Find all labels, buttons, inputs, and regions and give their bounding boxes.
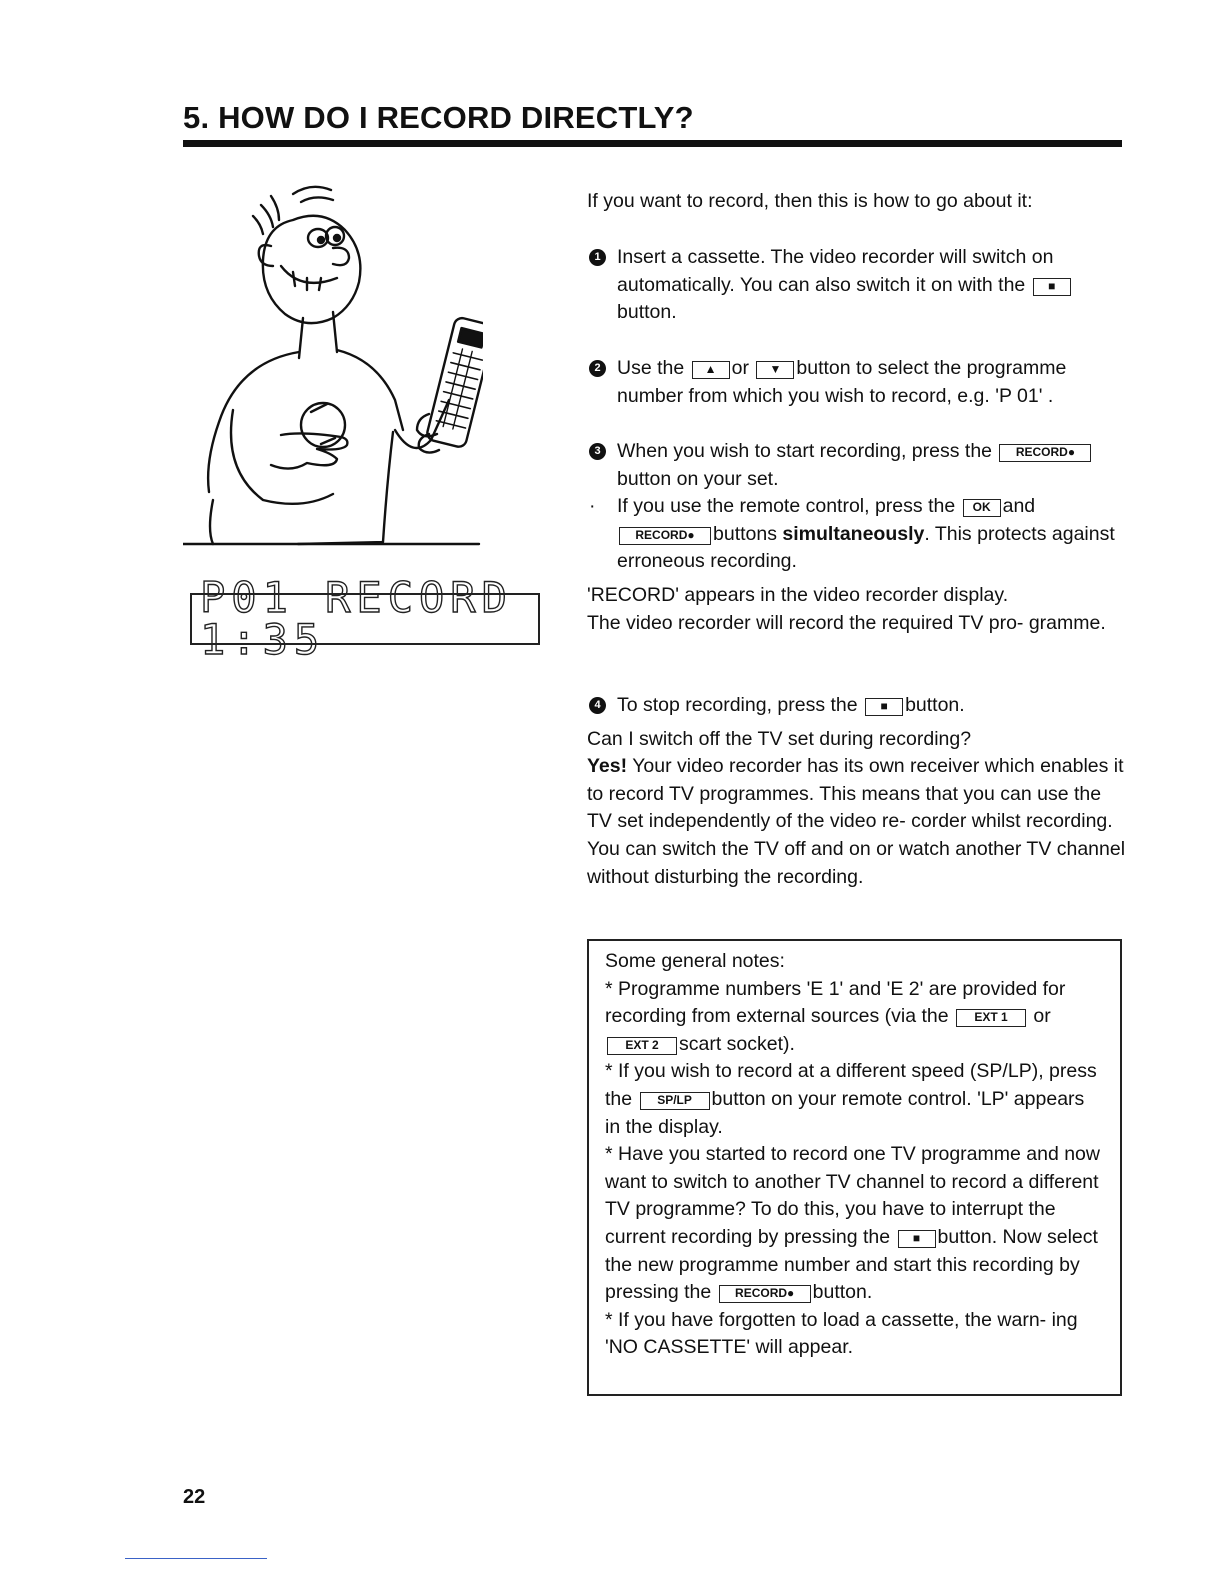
vcr-display-text: P01 RECORD 1:35: [200, 573, 513, 664]
bullet-dot: ·: [589, 495, 596, 518]
note-text: * Programme numbers 'E 1' and 'E 2' are provided for recording from external sources (via the: [605, 977, 1066, 1028]
up-key-icon: ▲: [692, 361, 730, 379]
step-number-icon: 4: [589, 697, 606, 714]
note-text: * Have you started to record one TV programme and now want to switch to another TV channel to record a different TV programme? To do this, you have to interrupt the current recording by pressing the: [605, 1143, 1100, 1248]
note-speed: [605, 1058, 1104, 1141]
note-text: * If you wish to record at a different speed (SP/LP), press the: [605, 1060, 1097, 1110]
step-4: [587, 692, 1127, 891]
record-key-icon: RECORD●: [719, 1285, 811, 1303]
down-key-icon: ▼: [756, 361, 794, 379]
splp-key-icon: SP/LP: [640, 1092, 710, 1110]
note-no-cassette: * If you have forgotten to load a cassette, the warn- ing 'NO CASSETTE' will appear.: [605, 1308, 1078, 1359]
stop-key-icon: ■: [865, 698, 903, 716]
note-text: button. Now select the new programme number and start this recording by pressing the: [605, 1225, 1098, 1304]
remote-note: [587, 493, 1127, 576]
step-number-icon: 1: [589, 249, 606, 266]
remote-note-text: If you use the remote control, press the: [617, 495, 956, 518]
qa-question: Can I switch off the TV set during recording?: [587, 727, 972, 750]
step-1: [587, 244, 1127, 327]
ext1-key-icon: EXT 1: [956, 1009, 1026, 1027]
step-text: Use the: [617, 357, 685, 379]
step-text: button.: [905, 694, 965, 716]
step-number-icon: 2: [589, 360, 606, 377]
note-text: or: [1033, 1005, 1051, 1028]
intro-block: [587, 188, 1127, 216]
step-text: button.: [617, 301, 677, 324]
intro-text: If you want to record, then this is how to go about it:: [587, 190, 1033, 212]
display-result-text: 'RECORD' appears in the video recorder display.: [587, 583, 1009, 606]
man-with-remote-illustration: [183, 180, 483, 550]
vcr-display: [190, 573, 540, 664]
record-key-icon: RECORD●: [619, 527, 711, 545]
step-text: When you wish to start recording, press the: [617, 440, 993, 462]
note-switch-channel: [605, 1141, 1104, 1307]
step-3: [587, 438, 1127, 637]
title-rule: [183, 140, 1122, 147]
page-number: 22: [183, 1486, 206, 1508]
note-text: scart socket).: [679, 1032, 795, 1055]
stop-key-icon: ■: [898, 1230, 936, 1248]
note-text: button.: [812, 1281, 873, 1304]
recording-result-text: The video recorder will record the required TV pro- gramme.: [587, 611, 1106, 634]
step-text: button on your set.: [617, 467, 779, 490]
notes-heading: Some general notes:: [605, 950, 785, 972]
step-text: To stop recording, press the: [617, 694, 858, 716]
page-title: 5. HOW DO I RECORD DIRECTLY?: [183, 100, 694, 135]
step-2: [587, 355, 1127, 410]
step-text: button to select the programme number from which you wish to record, e.g. 'P 01' .: [617, 357, 1067, 407]
qa-answer-bold: Yes!: [587, 755, 628, 778]
remote-note-text: and: [1002, 495, 1036, 518]
step-text: Insert a cassette. The video recorder will switch on automatically. You can also switch it on with the: [617, 246, 1054, 296]
qa-answer: [587, 753, 1127, 891]
record-key-icon: RECORD●: [999, 444, 1091, 462]
ok-key-icon: OK: [963, 499, 1001, 517]
step-number-icon: 3: [589, 443, 606, 460]
remote-note-text: . This protects against erroneous recording.: [617, 522, 1115, 573]
qa-answer-text: Your video recorder has its own receiver which enables it to record TV programmes. This means that you can use the TV set independently of the video re- corder whilst recording. You can switch the TV off and on or watch another TV channel without disturbing the recording.: [587, 755, 1126, 888]
footer-rule: [125, 1558, 267, 1559]
remote-note-text: buttons: [713, 522, 777, 545]
general-notes-box: [587, 939, 1122, 1396]
step-text: or: [731, 357, 749, 379]
note-external-sources: [605, 976, 1104, 1059]
note-text: button on your remote control. 'LP' appears in the display.: [605, 1087, 1085, 1138]
remote-note-emphasis: simultaneously: [782, 522, 925, 545]
stop-key-icon: ■: [1033, 278, 1071, 296]
ext2-key-icon: EXT 2: [607, 1037, 677, 1055]
